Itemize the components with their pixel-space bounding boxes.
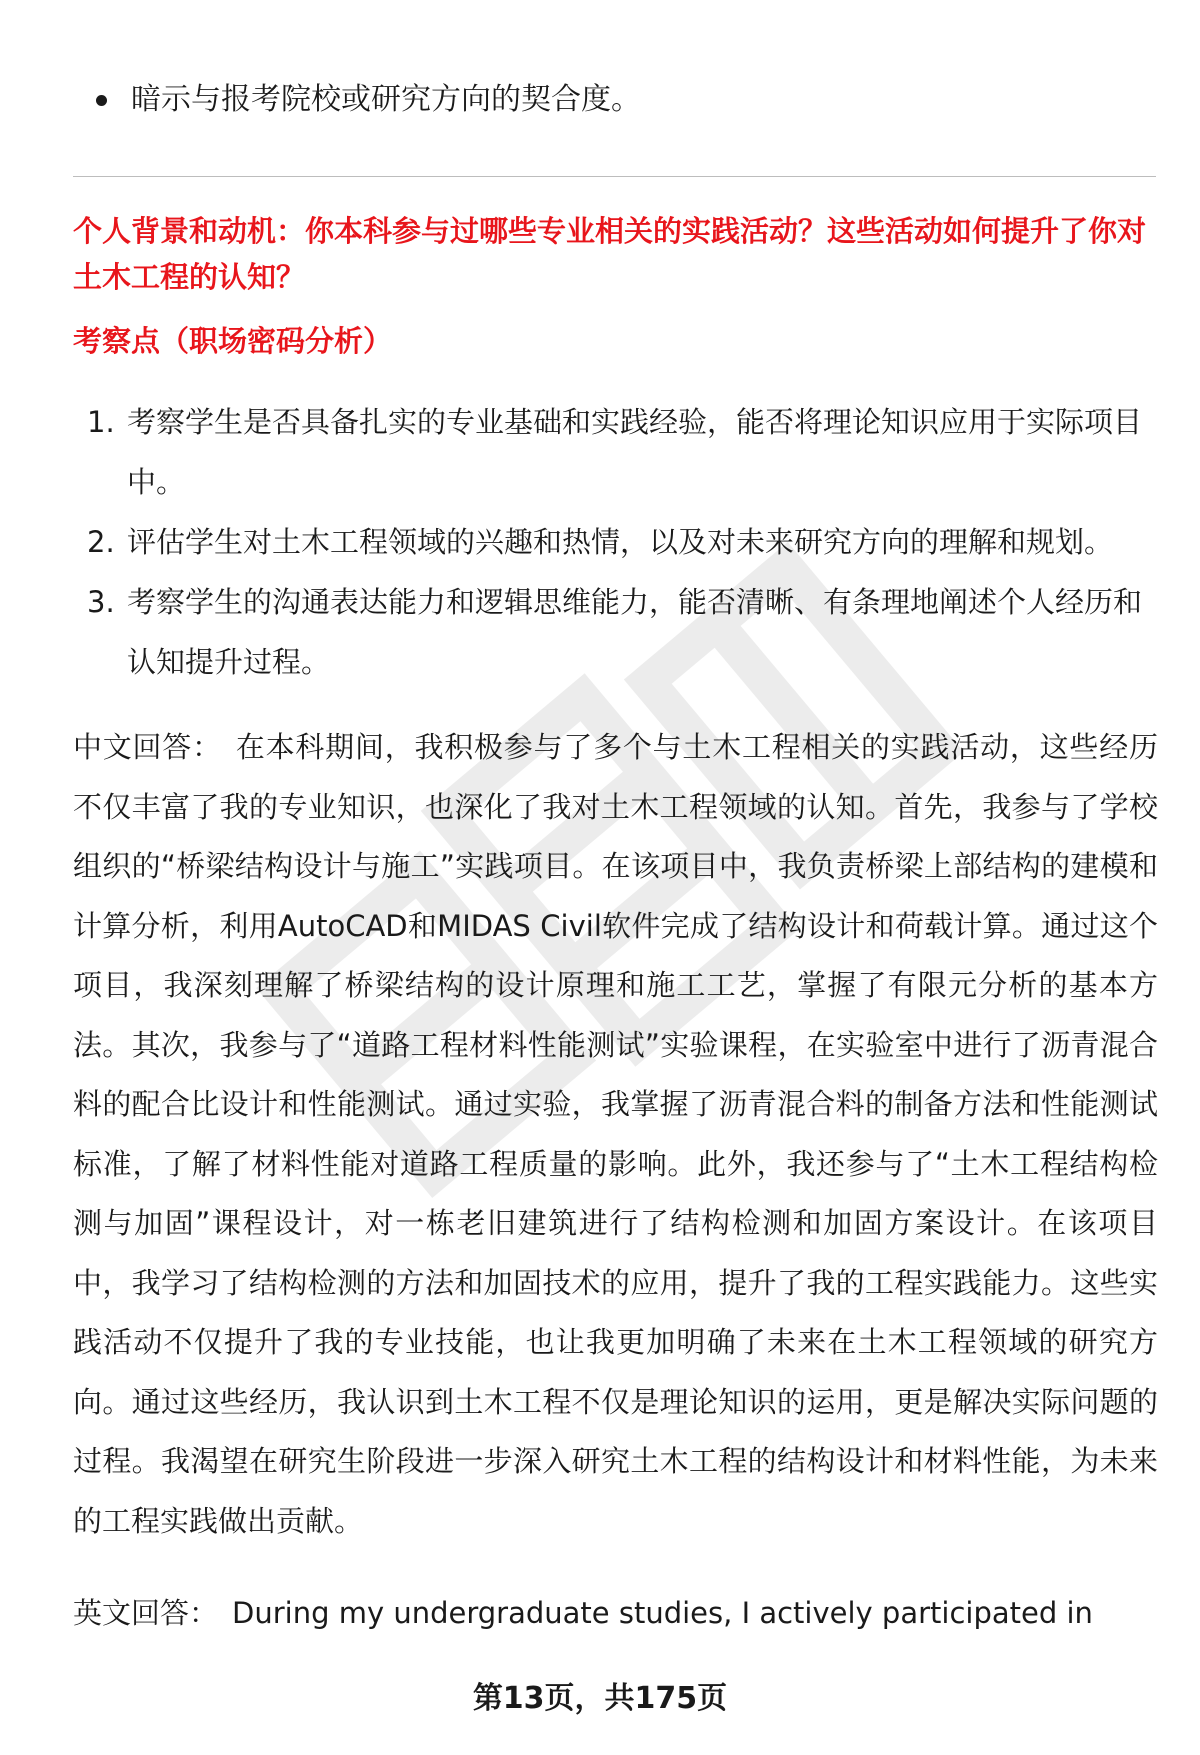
assessment-point	[73, 512, 1153, 572]
bullet-item-text: 暗示与报考院校或研究方向的契合度。	[131, 82, 641, 117]
chinese-answer-text: 在本科期间，我积极参与了多个与土木工程相关的实践活动，这些经历不仅丰富了我的专业知识，也深化了我对土木工程领域的认知。首先，我参与了学校组织的“桥梁结构设计与施工”实践项目。在该项目中，我负责桥梁上部结构的建模和计算分析，利用AutoCAD和MIDAS Civil软件完成了结构设计和荷载计算。通过这个项目，我深刻理解了桥梁结构的设计原理和施工工艺，掌握了有限元分析的基本方法。其次，我参与了“道路工程材料性能测试”实验课程，在实验室中进行了沥青混合料的配合比设计和性能测试。通过实验，我掌握了沥青混合料的制备方法和性能测试标准，了解了材料性能对道路工程质量的影响。此外，我还参与了“土木工程结构检测与加固”课程设计，对一栋老旧建筑进行了结构检测和加固方案设计。在该项目中，我学习了结构检测的方法和加固技术的应用，提升了我的工程实践能力。这些实践活动不仅提升了我的专业技能，也让我更加明确了未来在土木工程领域的研究方向。通过这些经历，我认识到土木工程不仅是理论知识的运用，更是解决实际问题的过程。我渴望在研究生阶段进一步深入研究土木工程的结构设计和材料性能，为未来的工程实践做出贡献。	[73, 730, 1158, 1538]
english-answer-label: 英文回答：	[73, 1596, 219, 1630]
point-number: 3.	[87, 585, 115, 619]
point-text: 考察学生是否具备扎实的专业基础和实践经验，能否将理论知识应用于实际项目中。	[127, 405, 1143, 499]
assessment-list	[73, 392, 1153, 692]
chinese-answer-label: 中文回答：	[73, 730, 222, 764]
point-number: 1.	[87, 405, 115, 439]
page-number: 第13页，共175页	[472, 1681, 728, 1716]
assessment-heading: 考察点（职场密码分析）	[73, 324, 393, 358]
point-number: 2.	[87, 525, 115, 559]
point-text: 考察学生的沟通表达能力和逻辑思维能力，能否清晰、有条理地阐述个人经历和认知提升过程。	[127, 585, 1143, 679]
chinese-answer	[73, 718, 1158, 1551]
bullet-dot-icon	[96, 95, 107, 106]
point-text: 评估学生对土木工程领域的兴趣和热情，以及对未来研究方向的理解和规划。	[127, 525, 1114, 559]
assessment-point	[73, 392, 1153, 512]
english-answer-text: During my undergraduate studies, I actively participated in	[232, 1596, 1093, 1630]
english-answer	[73, 1584, 1158, 1643]
bullet-item	[96, 76, 641, 124]
assessment-point	[73, 572, 1153, 692]
question-title: 个人背景和动机：你本科参与过哪些专业相关的实践活动？这些活动如何提升了你对土木工程的认知？	[73, 214, 1147, 294]
section-divider	[73, 176, 1156, 177]
